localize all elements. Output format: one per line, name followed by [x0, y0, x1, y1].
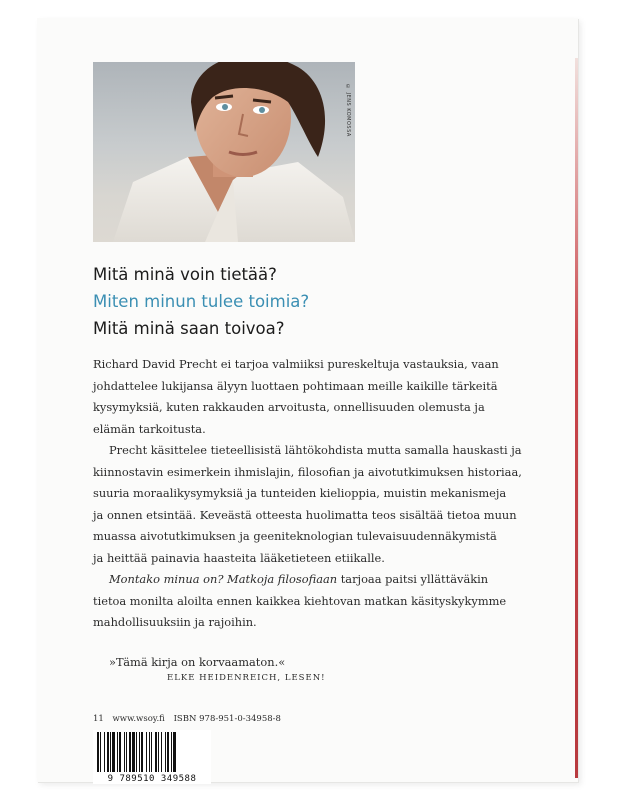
publisher-footer — [93, 714, 287, 724]
text-line: johdattelee lukijansa älyyn luottaen pohtimaan meille kaikille tärkeitä — [93, 378, 498, 393]
barcode-bar — [149, 732, 150, 772]
barcode-bar — [146, 732, 147, 772]
book-title-italic: Montako minua on? Matkoja filosofiaan — [109, 572, 338, 586]
photo-credit: © JENS KOMOSSA — [345, 84, 351, 137]
question-2: Miten minun tulee toimia? — [93, 292, 310, 311]
barcode-bar — [117, 732, 118, 772]
author-portrait-image — [93, 62, 355, 242]
blurb-paragraph-3 — [93, 569, 553, 634]
barcode-bar — [139, 732, 140, 772]
barcode-bar — [161, 732, 162, 772]
spine-edge — [575, 58, 578, 778]
isbn: ISBN 978-951-0-34958-8 — [173, 714, 281, 724]
author-photo — [93, 62, 355, 242]
text-line: tarjoaa paitsi yllättäväkin — [337, 572, 489, 586]
text-line: ja onnen etsintää. Keveästä otteesta huolimatta teos sisältää tietoa muun — [93, 507, 517, 522]
barcode-bar — [97, 732, 99, 772]
barcode-bar — [129, 732, 131, 772]
barcode-bar — [126, 732, 127, 772]
text-line: mahdollisuuksiin ja rajoihin. — [93, 615, 257, 629]
barcode-bar — [110, 732, 111, 772]
text-line: tietoa monilta aloilta ennen kaikkea kiehtovan matkan käsityskykymme — [93, 593, 507, 608]
text-line: muassa aivotutkimuksen ja geeniteknologian tulevaisuudennäkymistä — [93, 529, 497, 543]
barcode-bar — [173, 732, 176, 772]
text-line: Richard David Precht ei tarjoa valmiiksi pureskeltuja vastauksia, vaan — [93, 357, 499, 371]
question-1: Mitä minä voin tietää? — [93, 265, 277, 284]
barcode-bar — [167, 732, 169, 772]
barcode-bar — [155, 732, 157, 772]
barcode-bar — [165, 732, 166, 772]
barcode-bar — [171, 732, 172, 772]
barcode-number: 9 789510 349588 — [107, 774, 197, 784]
barcode-bar — [107, 732, 109, 772]
barcode-bar — [124, 732, 125, 772]
review-quote-author: ELKE HEIDENREICH, LESEN! — [167, 673, 326, 683]
catalog-code: 11 — [93, 714, 104, 724]
text-line: kiinnostavin esimerkein ihmislajin, filosofian ja aivotutkimuksen historiaa, — [93, 464, 522, 479]
barcode-bar — [141, 732, 143, 772]
barcode-bar — [119, 732, 121, 772]
barcode-bar — [132, 732, 135, 772]
barcode-bar — [100, 732, 101, 772]
barcode-bar — [158, 732, 159, 772]
barcode-bars — [93, 730, 211, 774]
barcode-bar — [151, 732, 152, 772]
book-back-cover — [37, 18, 578, 782]
text-line: elämän tarkoitusta. — [93, 421, 206, 436]
text-line: suuria moraalikysymyksiä ja tunteiden kielioppia, muistin mekanismeja — [93, 486, 507, 500]
publisher-website: www.wsoy.fi — [112, 714, 165, 724]
barcode-bar — [136, 732, 137, 772]
text-line: ja heittää painavia haasteita lääketieteen etiikalle. — [93, 550, 385, 565]
blurb-paragraph-2 — [93, 440, 553, 569]
tagline-questions — [93, 261, 309, 342]
barcode-bar — [104, 732, 105, 772]
question-3: Mitä minä saan toivoa? — [93, 319, 285, 338]
text-line: kysymyksiä, kuten rakkauden arvoitusta, onnellisuuden olemusta ja — [93, 400, 485, 414]
blurb-text — [93, 354, 553, 634]
isbn-barcode — [93, 730, 211, 784]
text-line: Precht käsittelee tieteellisistä lähtökohdista mutta samalla hauskasti ja — [109, 443, 522, 457]
barcode-bar — [112, 732, 115, 772]
blurb-paragraph-1 — [93, 354, 553, 440]
review-quote: »Tämä kirja on korvaamaton.« — [109, 655, 286, 669]
